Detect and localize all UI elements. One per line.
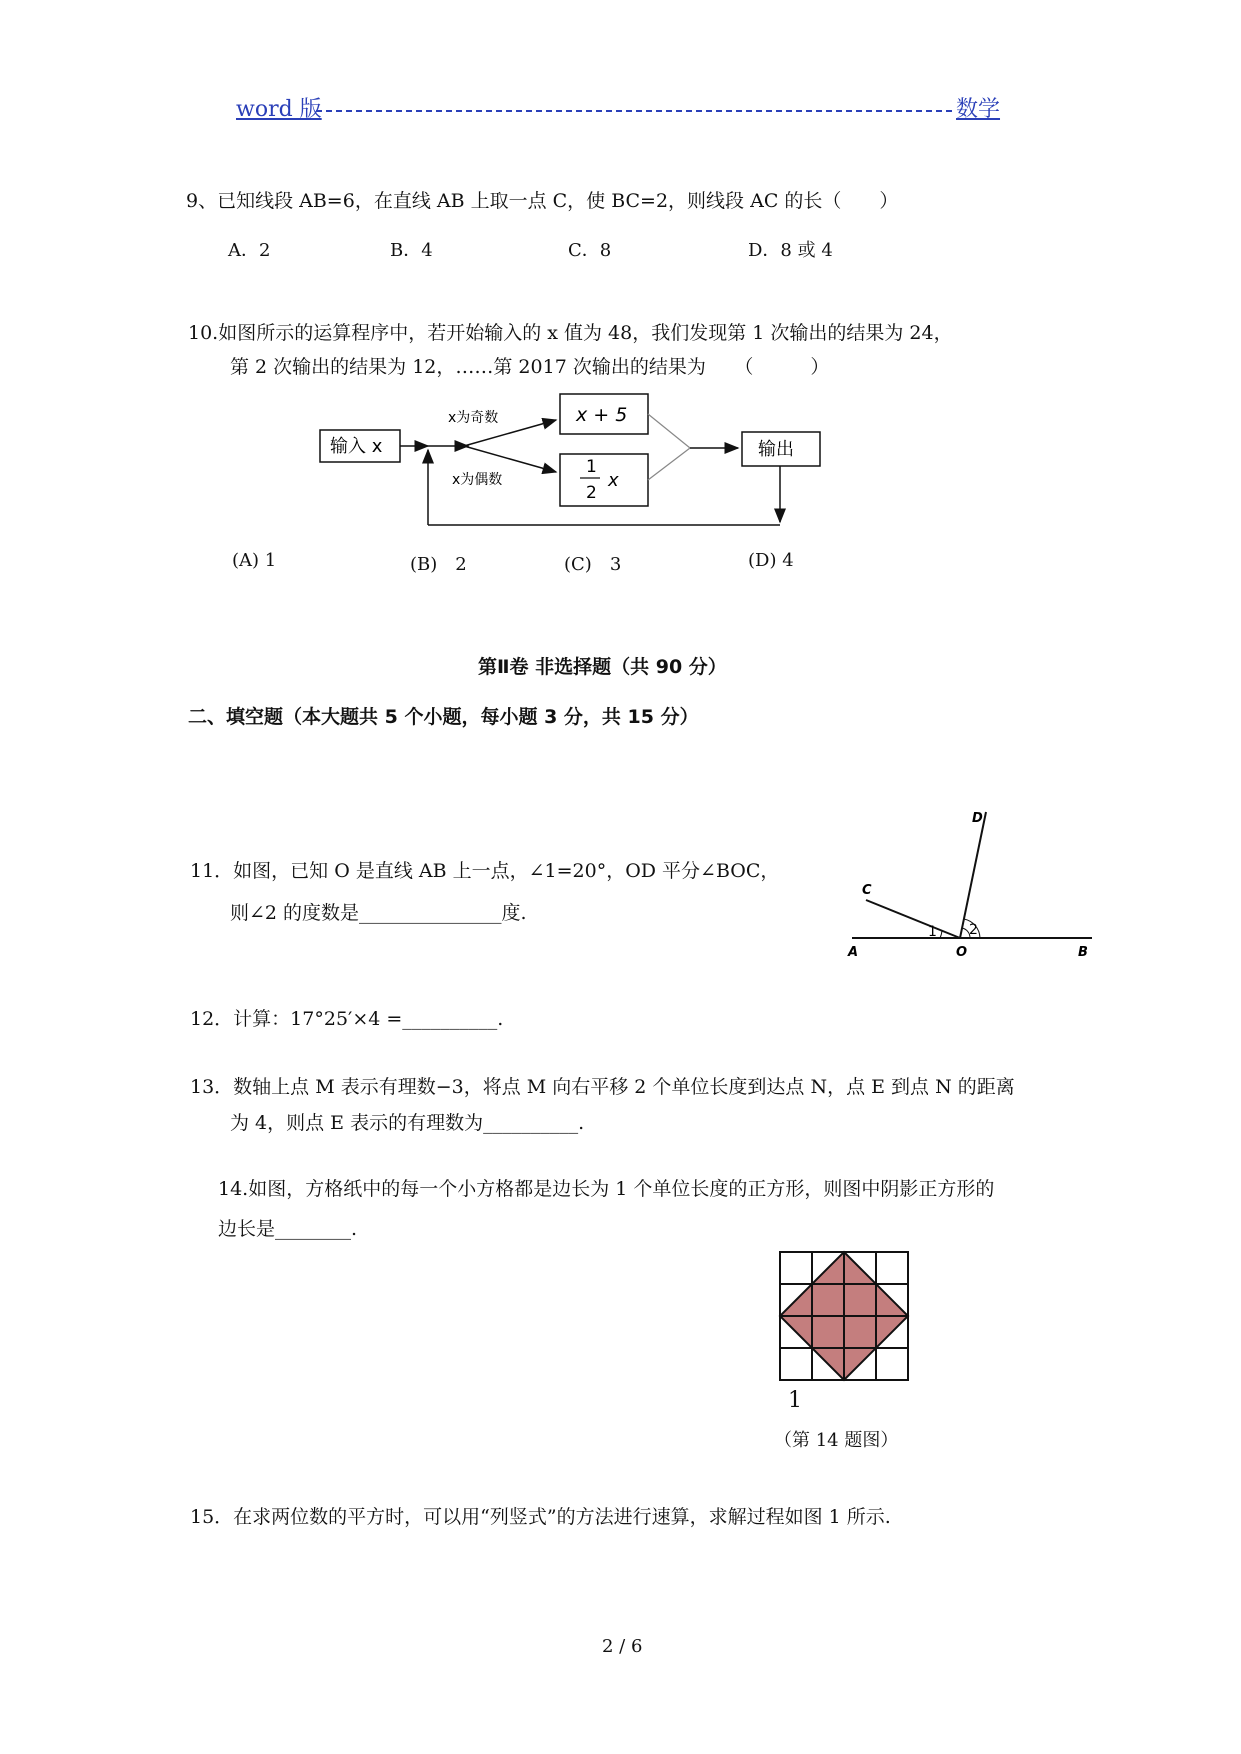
ray-oc xyxy=(866,900,960,938)
q10-option-b: (B) 2 xyxy=(410,554,467,575)
q14-figure-caption: （第 14 题图） xyxy=(774,1430,899,1451)
grid-lines xyxy=(780,1252,908,1380)
label-b: B xyxy=(1078,945,1088,960)
q13-stem-line1: 13．数轴上点 M 表示有理数−3，将点 M 向右平移 2 个单位长度到达点 N，点 E 到点 N 的距离 xyxy=(190,1076,1015,1098)
label-angle1: 1 xyxy=(928,924,937,940)
flow-even-den: 2 xyxy=(586,483,597,503)
flow-even-var: x xyxy=(608,470,619,491)
flow-input-label: 输入 x xyxy=(330,436,383,457)
header-left-label: word 版 xyxy=(236,97,322,122)
page-number: 2 / 6 xyxy=(602,1636,643,1657)
q9-stem: 9、已知线段 AB=6，在直线 AB 上取一点 C，使 BC=2，则线段 AC 的长（ ） xyxy=(186,190,899,212)
header-dashed-rule xyxy=(316,100,952,112)
flow-even-op-box xyxy=(560,454,648,506)
part2-heading: 二、填空题（本大题共 5 个小题，每小题 3 分，共 15 分） xyxy=(188,706,699,728)
q9-option-d: D．8 或 4 xyxy=(748,240,833,261)
q10-flowchart xyxy=(310,386,830,536)
q15-stem: 15．在求两位数的平方时，可以用“列竖式”的方法进行速算，求解过程如图 1 所示. xyxy=(190,1506,891,1528)
q14-stem-line2: 边长是________. xyxy=(218,1218,358,1240)
flow-even-label: x为偶数 xyxy=(452,472,503,488)
label-a: A xyxy=(848,945,859,960)
flow-odd-op: x + 5 xyxy=(576,404,628,426)
q11-stem-line1: 11．如图，已知 O 是直线 AB 上一点，∠1=20°，OD 平分∠BOC， xyxy=(190,860,780,882)
flow-even-num: 1 xyxy=(586,457,597,477)
q11-angle-figure xyxy=(846,806,1096,966)
q13-stem-line2: 为 4，则点 E 表示的有理数为__________. xyxy=(230,1112,585,1134)
q10-option-c: (C) 3 xyxy=(564,554,622,575)
q12-stem: 12．计算：17°25′×4 =__________. xyxy=(190,1008,504,1030)
header-right-label: 数学 xyxy=(956,97,1001,122)
section2-title: 第Ⅱ卷 非选择题（共 90 分） xyxy=(478,656,727,678)
q14-grid-unit-label: 1 xyxy=(788,1388,802,1413)
q11-stem-line2: 则∠2 的度数是_______________度. xyxy=(230,902,527,924)
q9-option-c: C．8 xyxy=(568,240,612,261)
q10-stem-line2: 第 2 次输出的结果为 12，……第 2017 次输出的结果为 （ ） xyxy=(230,356,830,378)
flow-odd-label: x为奇数 xyxy=(448,410,499,426)
label-c: C xyxy=(862,883,872,898)
q14-stem-line1: 14.如图，方格纸中的每一个小方格都是边长为 1 个单位长度的正方形，则图中阴影正方形的 xyxy=(218,1178,995,1200)
label-angle2: 2 xyxy=(969,922,978,938)
ray-od xyxy=(960,812,986,938)
q9-option-a: A．2 xyxy=(228,240,271,261)
label-d: D xyxy=(972,811,983,826)
flow-output-label: 输出 xyxy=(758,439,794,460)
q10-stem-line1: 10.如图所示的运算程序中，若开始输入的 x 值为 48，我们发现第 1 次输出的结果为 24， xyxy=(188,322,953,344)
q10-option-d: (D) 4 xyxy=(748,550,794,571)
q10-option-a: (A) 1 xyxy=(232,550,277,571)
label-o: O xyxy=(956,945,968,960)
q9-option-b: B．4 xyxy=(390,240,433,261)
q14-grid-figure xyxy=(776,1248,914,1384)
